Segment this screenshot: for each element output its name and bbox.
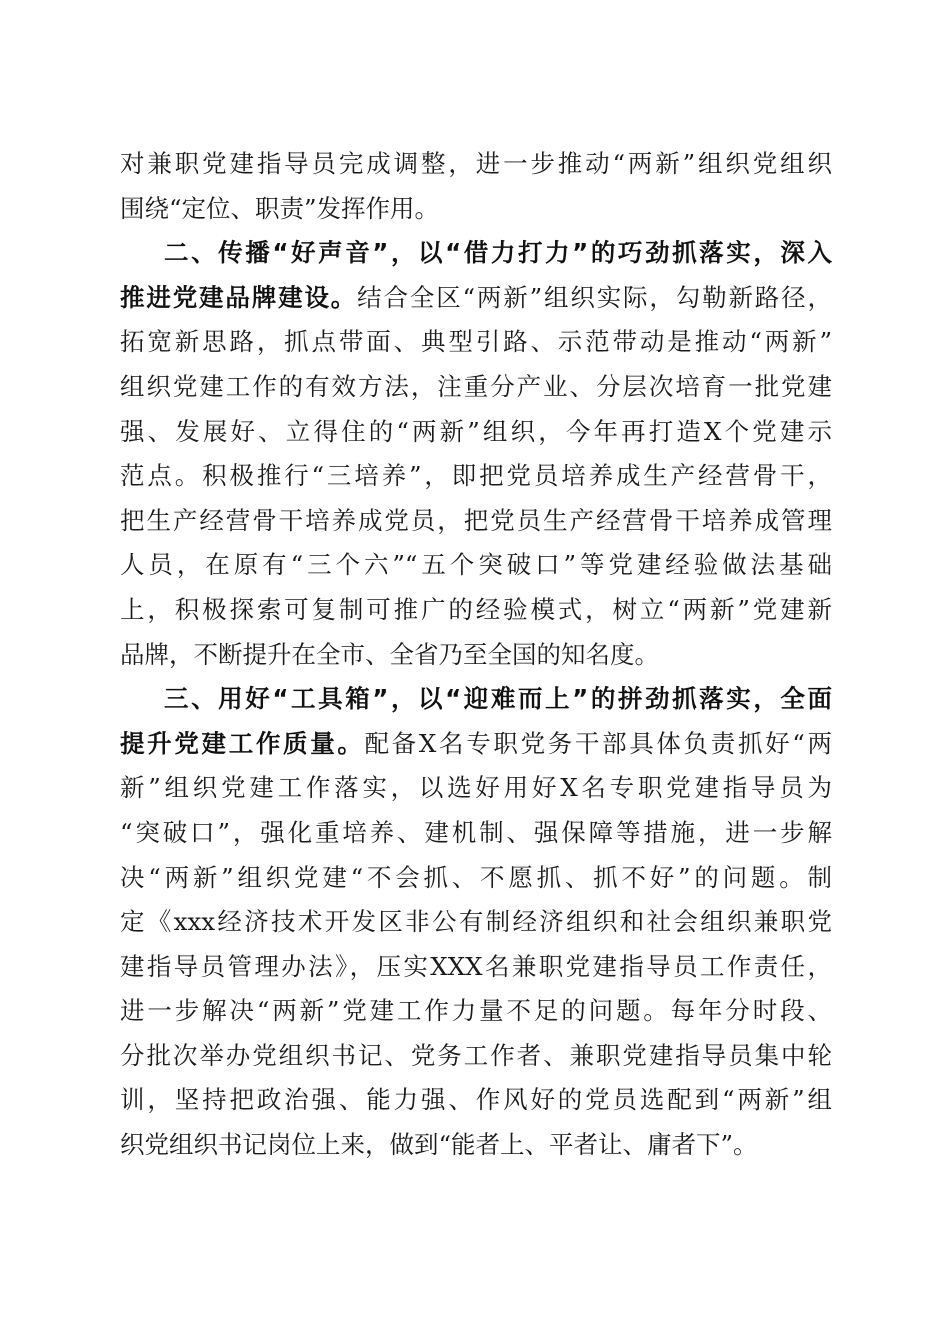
section-heading-3: 三、用好“工具箱”，以“迎难而上”的拼劲抓落实，全面 xyxy=(164,684,832,714)
section-heading-2: 二、传播“好声音”，以“借力打力”的巧劲抓落实，深入 xyxy=(164,238,832,268)
text-line: “突破口”，强化重培养、建机制、强保障等措施，进一步解 xyxy=(120,817,832,847)
text-line: 定《xxx经济技术开发区非公有制经济组织和社会组织兼职党 xyxy=(120,907,832,937)
text-line: 训，坚持把政治强、能力强、作风好的党员选配到“两新”组 xyxy=(120,1085,832,1115)
text-line: 对兼职党建指导员完成调整，进一步推动“两新”组织党组织 xyxy=(120,149,832,178)
text-line: 把生产经营骨干培养成党员，把党员生产经营骨干培养成管理 xyxy=(120,505,832,535)
text-line: 建指导员管理办法》，压实XXX名兼职党建指导员工作责任， xyxy=(120,951,832,981)
text-line: 范点。积极推行“三培养”，即把党员培养成生产经营骨干， xyxy=(120,461,832,491)
section-heading-3-cont: 提升党建工作质量。 xyxy=(120,728,365,758)
text-line: 拓宽新思路，抓点带面、典型引路、示范带动是推动“两新” xyxy=(120,327,832,357)
text-line: 分批次举办党组织书记、党务工作者、兼职党建指导员集中轮 xyxy=(120,1040,832,1070)
text-line: 人员，在原有“三个六”“五个突破口”等党建经验做法基础 xyxy=(120,550,832,580)
text-line: 织党组织书记岗位上来，做到“能者上、平者让、庸者下”。 xyxy=(120,1130,758,1160)
section-heading-2-cont: 推进党建品牌建设。 xyxy=(120,282,358,312)
text-line: 组织党建工作的有效方法，注重分产业、分层次培育一批党建 xyxy=(120,371,832,401)
text-line: 强、发展好、立得住的“两新”组织，今年再打造X个党建示 xyxy=(120,416,832,446)
text-line: 品牌，不断提升在全市、全省乃至全国的知名度。 xyxy=(120,639,659,669)
text-line: 上，积极探索可复制可推广的经验模式，树立“两新”党建新 xyxy=(120,594,832,624)
text-line: 进一步解决“两新”党建工作力量不足的问题。每年分时段、 xyxy=(120,996,832,1026)
text-span: 结合全区“两新”组织实际，勾勒新路径， xyxy=(357,282,832,312)
text-line-mixed xyxy=(120,276,832,321)
text-line: 决“两新”组织党建“不会抓、不愿抓、抓不好”的问题。制 xyxy=(120,862,832,892)
text-line: 围绕“定位、职责”发挥作用。 xyxy=(120,193,440,223)
document-body xyxy=(120,142,832,1168)
text-line: 新”组织党建工作落实，以选好用好X名专职党建指导员为 xyxy=(120,773,832,803)
text-line-mixed xyxy=(120,722,832,767)
text-span: 配备X名专职党务干部具体负责抓好“两 xyxy=(364,728,832,758)
